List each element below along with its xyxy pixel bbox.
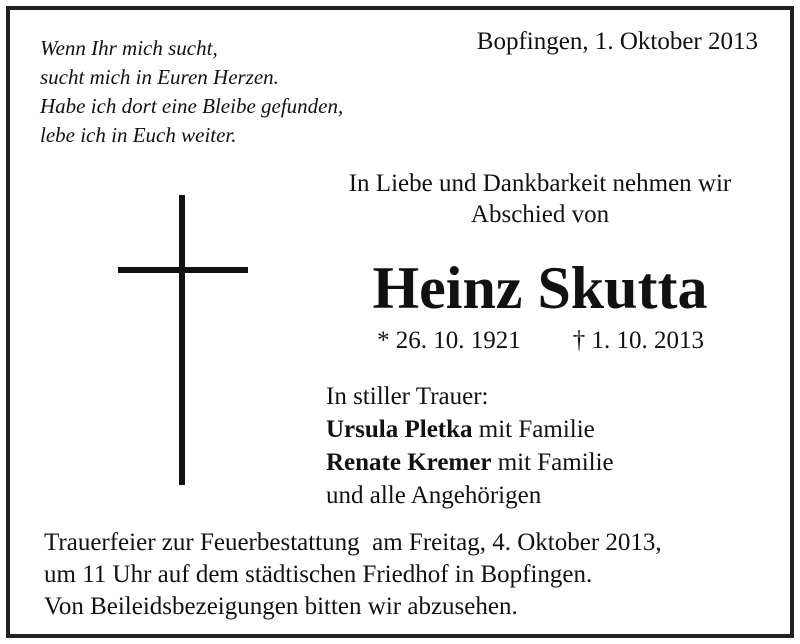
mourner-name: Renate Kremer	[326, 449, 492, 476]
death-date: † 1. 10. 2013	[572, 327, 704, 354]
place-date: Bopfingen, 1. Oktober 2013	[476, 28, 758, 55]
deceased-name: Heinz Skutta	[372, 255, 708, 321]
mourner-line	[326, 446, 614, 479]
service-line: Trauerfeier zur Feuerbestattung am Freitag, 4. Oktober 2013,	[44, 529, 662, 556]
mourners-closing: und alle Angehörigen	[326, 482, 542, 509]
intro-text	[300, 168, 780, 230]
service-line: Von Beileidsbezeigungen bitten wir abzusehen.	[44, 593, 518, 620]
mourner-suffix: mit Familie	[491, 449, 614, 476]
intro-line: Abschied von	[470, 201, 610, 228]
intro-line: In Liebe und Dankbarkeit nehmen wir	[348, 170, 732, 197]
life-dates	[377, 327, 704, 355]
poem-line: sucht mich in Euren Herzen.	[40, 65, 279, 89]
mourner-suffix: mit Familie	[472, 416, 595, 443]
cross-horizontal-bar	[118, 267, 248, 273]
service-line: um 11 Uhr auf dem städtischen Friedhof in Bopfingen.	[44, 561, 593, 588]
poem-line: Wenn Ihr mich sucht,	[40, 36, 218, 60]
poem-line: Habe ich dort eine Bleibe gefunden,	[40, 94, 344, 118]
mourners-heading: In stiller Trauer:	[326, 383, 489, 410]
cross-vertical-bar	[179, 195, 185, 485]
poem-line: lebe ich in Euch weiter.	[40, 123, 237, 147]
service-info	[44, 527, 662, 623]
mourner-line	[326, 413, 614, 446]
poem	[40, 34, 343, 150]
birth-date: * 26. 10. 1921	[377, 327, 521, 354]
mourners	[326, 380, 614, 512]
mourner-name: Ursula Pletka	[326, 416, 473, 443]
